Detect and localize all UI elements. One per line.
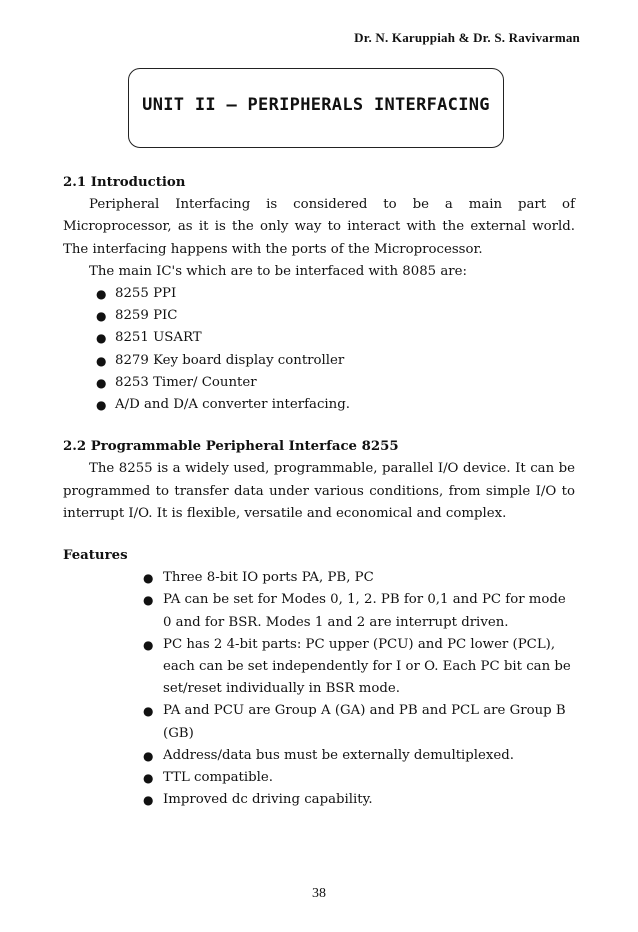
page-number: 38 [312, 886, 326, 901]
features-heading: Features [63, 548, 128, 564]
bullet-icon: ● [96, 375, 107, 390]
list-item-text: TTL compatible. [163, 770, 273, 786]
bullet-icon: ● [96, 398, 107, 413]
list-item-text: Address/data bus must be externally demultiplexed. [163, 747, 515, 763]
ic-list [63, 283, 575, 416]
list-item [63, 789, 575, 811]
list-item-text: 8279 Key board display controller [115, 352, 345, 368]
ic-list-intro: The main IC's which are to be interfaced with 8085 are: [89, 263, 467, 279]
bullet-icon: ● [143, 704, 154, 719]
header-authors: Dr. N. Karuppiah & Dr. S. Ravivarman [354, 30, 580, 45]
list-item [63, 350, 575, 372]
list-item-text: Improved dc driving capability. [163, 792, 373, 808]
bullet-icon: ● [96, 309, 107, 324]
features-list [63, 567, 575, 811]
list-item-text: PC has 2 4-bit parts: PC upper (PCU) and PC lower (PCL), each can be set independently for I or O. Each PC bit can be set/reset individually in BSR mode. [163, 636, 571, 697]
section-gap [63, 416, 575, 436]
unit-title-box [128, 68, 504, 148]
list-item-text: 8251 USART [115, 330, 202, 346]
ppi-paragraph: The 8255 is a widely used, programmable, parallel I/O device. It can be programmed to transfer data under various conditions, from simple I/O to interrupt I/O. It is flexible, versatile and economical and complex. [63, 461, 575, 521]
bullet-icon: ● [143, 593, 154, 608]
section-gap [63, 525, 575, 545]
list-item-text: Three 8-bit IO ports PA, PB, PC [163, 570, 374, 586]
list-item-text: 8255 PPI [115, 286, 177, 302]
bullet-icon: ● [143, 571, 154, 586]
bullet-icon: ● [96, 287, 107, 302]
list-item [63, 283, 575, 305]
list-item [63, 745, 575, 767]
unit-title: UNIT II – PERIPHERALS INTERFACING [142, 95, 490, 115]
list-item-text: 8259 PIC [115, 308, 178, 324]
bullet-icon: ● [143, 793, 154, 808]
list-item [63, 589, 575, 633]
list-item [63, 327, 575, 349]
bullet-icon: ● [143, 748, 154, 763]
bullet-icon: ● [143, 637, 154, 652]
list-item-text: 8253 Timer/ Counter [115, 374, 257, 390]
bullet-icon: ● [96, 353, 107, 368]
list-item-text: PA and PCU are Group A (GA) and PB and PCL are Group B (GB) [163, 703, 566, 741]
list-item-text: A/D and D/A converter interfacing. [115, 397, 350, 413]
list-item-text: PA can be set for Modes 0, 1, 2. PB for 0,1 and PC for mode 0 and for BSR. Modes 1 and 2 are interrupt driven. [163, 592, 566, 630]
list-item [63, 634, 575, 701]
bullet-icon: ● [96, 331, 107, 346]
list-item [63, 305, 575, 327]
section-heading-introduction: 2.1 Introduction [63, 175, 186, 190]
list-item [63, 372, 575, 394]
introduction-paragraph: Peripheral Interfacing is considered to be a main part of Microprocessor, as it is the only way to interact with the external world. The interfacing happens with the ports of the Microprocessor. [63, 197, 575, 257]
list-item [63, 394, 575, 416]
list-item [63, 767, 575, 789]
list-item [63, 700, 575, 744]
page-content [63, 172, 575, 811]
bullet-icon: ● [143, 771, 154, 786]
section-heading-ppi-8255: 2.2 Programmable Peripheral Interface 8255 [63, 439, 399, 455]
list-item [63, 567, 575, 589]
